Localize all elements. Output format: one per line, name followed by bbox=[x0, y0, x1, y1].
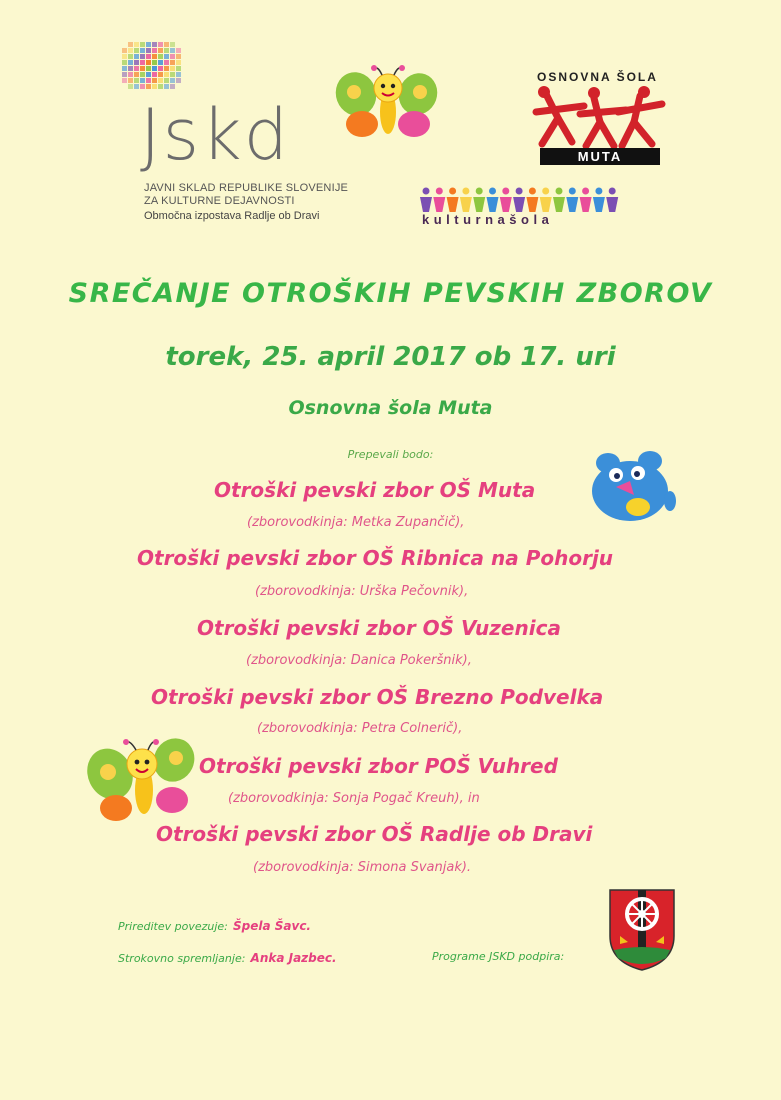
jskd-line-2: ZA KULTURNE DEJAVNOSTI bbox=[144, 195, 295, 207]
host-label: Prireditev povezuje: bbox=[118, 920, 228, 933]
choir-leader: (zborovodkinja: Metka Zupančič), bbox=[247, 515, 465, 530]
choir-leader: (zborovodkinja: Simona Svanjak). bbox=[253, 860, 472, 875]
pro-name: Anka Jazbec. bbox=[250, 951, 337, 965]
performers-label: Prepevali bodo: bbox=[347, 448, 434, 461]
school-name: OSNOVNA ŠOLA bbox=[537, 70, 658, 84]
choir-leader: (zborovodkinja: Petra Colnerič), bbox=[257, 721, 463, 736]
event-venue: Osnovna šola Muta bbox=[288, 397, 493, 419]
choir-name: Otroški pevski zbor POŠ Vuhred bbox=[199, 754, 558, 778]
choir-leader: (zborovodkinja: Danica Pokeršnik), bbox=[246, 653, 472, 668]
jskd-line-1: JAVNI SKLAD REPUBLIKE SLOVENIJE bbox=[144, 182, 349, 194]
choir-leader: (zborovodkinja: Sonja Pogač Kreuh), in bbox=[228, 791, 480, 806]
school-town: MUTA bbox=[540, 148, 660, 165]
choir-name: Otroški pevski zbor OŠ Ribnica na Pohorju bbox=[137, 546, 614, 570]
people-row-icon bbox=[420, 186, 625, 214]
choir-name: Otroški pevski zbor OŠ Muta bbox=[214, 478, 536, 502]
dancing-figures-icon bbox=[528, 84, 668, 150]
bird-icon bbox=[586, 445, 676, 525]
support-label: Programe JSKD podpira: bbox=[432, 950, 565, 963]
pro-line bbox=[118, 947, 337, 966]
jskd-wordmark: Jskd bbox=[140, 94, 291, 176]
host-name: Špela Šavc. bbox=[233, 919, 311, 933]
choir-name: Otroški pevski zbor OŠ Vuzenica bbox=[197, 616, 561, 640]
municipal-crest-icon bbox=[606, 886, 678, 972]
choir-name: Otroški pevski zbor OŠ Radlje ob Dravi bbox=[156, 822, 593, 846]
choir-leader: (zborovodkinja: Urška Pečovnik), bbox=[255, 584, 469, 599]
choir-name: Otroški pevski zbor OŠ Brezno Podvelka bbox=[151, 685, 604, 709]
kulturna-sola-label: kulturnašola bbox=[422, 212, 554, 227]
jskd-line-3: Območna izpostava Radlje ob Dravi bbox=[144, 210, 320, 222]
mosaic-grid-icon bbox=[122, 42, 184, 94]
butterfly-icon bbox=[334, 62, 438, 146]
host-line bbox=[118, 915, 311, 934]
butterfly-icon bbox=[86, 730, 198, 826]
event-date: torek, 25. april 2017 ob 17. uri bbox=[165, 342, 616, 372]
pro-label: Strokovno spremljanje: bbox=[118, 952, 246, 965]
event-title: SREČANJE OTROŠKIH PEVSKIH ZBOROV bbox=[68, 278, 713, 309]
